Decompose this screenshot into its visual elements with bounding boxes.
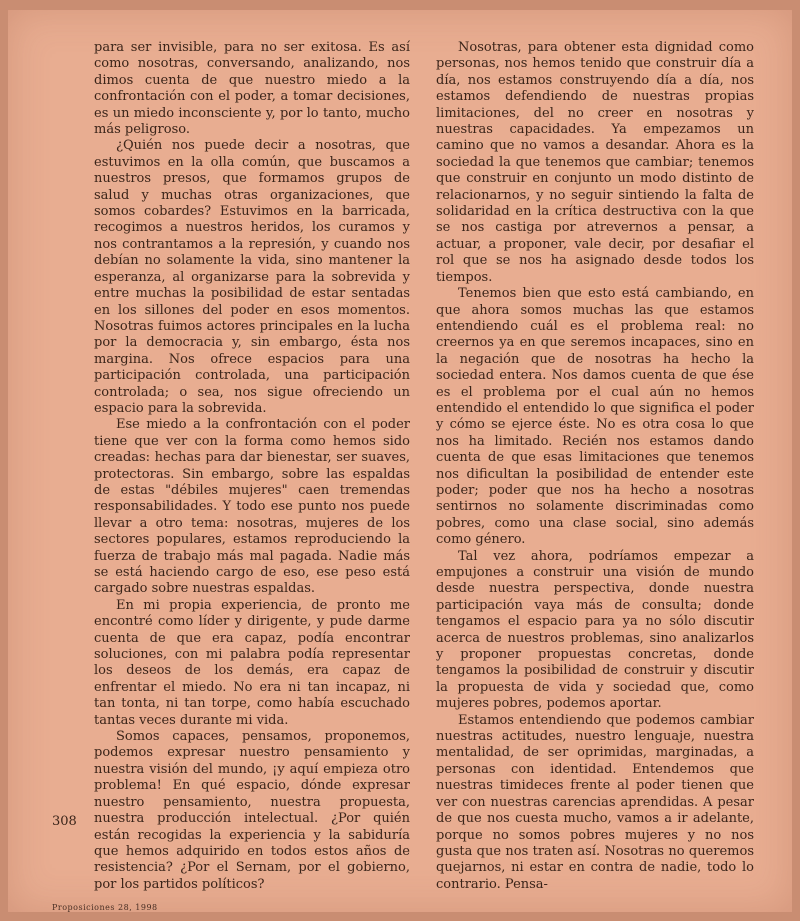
paragraph: Estamos entendiendo que podemos cambiar nuestras actitudes, nuestro lenguaje, nuestra mentalidad, de ser oprimidas, marginadas, a personas con identidad. Entendemos que nuestras timideces frente al poder tienen que ver con nuestras carencias aprendidas. A pesar de que nos cuesta mucho, vamos a ir adelante, porque no somos pobres mujeres y no nos gusta que nos traten así. Nosotras no queremos quejarnos, ni estar en contra de nadie, todo lo contrario. Pensa-	[436, 712, 754, 892]
page-number: 308	[52, 814, 77, 829]
paragraph: Somos capaces, pensamos, proponemos, podemos expresar nuestro pensamiento y nuestra visión del mundo, ¡y aquí empieza otro problema! En qué espacio, dónde expresar nuestro pensamiento, nuestra propuesta, nuestra producción intelectual. ¿Por quién están recogidas la experiencia y la sabiduría que hemos adquirido en todos estos años de resistencia? ¿Por el Sernam, por el gobierno, por los partidos políticos?	[94, 729, 410, 892]
document-page	[8, 10, 792, 912]
text-column-left	[94, 40, 410, 893]
paragraph: Tenemos bien que esto está cambiando, en que ahora somos muchas las que estamos entendiendo cuál es el problema real: no creernos ya en que seremos incapaces, sino en la negación que de nosotras ha hecho la sociedad entera. Nos damos cuenta de que ése es el problema por el cual aún no hemos entendido el entendido lo que significa el poder y cómo se ejerce éste. No es otra cosa lo que nos ha limitado. Recién nos estamos dando cuenta de que esas limitaciones que tenemos nos dificultan la posibilidad de entender este poder; poder que nos ha hecho a nosotras sentirnos no solamente discriminadas como pobres, como una clase social, sino además como género.	[436, 286, 754, 548]
paragraph: ¿Quién nos puede decir a nosotras, que estuvimos en la olla común, que buscamos a nuestros presos, que formamos grupos de salud y muchas otras organizaciones, que somos cobardes? Estuvimos en la barricada, recogimos a nuestros heridos, los curamos y nos contrantamos a la represión, y cuando nos debían no solamente la vida, sino mantener la esperanza, al organizarse para la sobrevida y entre muchas la posibilidad de estar sentadas en los sillones del poder en esos momentos. Nosotras fuimos actores principales en la lucha por la democracia y, sin embargo, ésta nos margina. Nos ofrece espacios para una participación controlada, una participación controlada; o sea, nos sigue ofreciendo un espacio para la sobrevida.	[94, 138, 410, 416]
text-column-right	[436, 40, 754, 893]
paragraph: Ese miedo a la confrontación con el poder tiene que ver con la forma como hemos sido creadas: hechas para dar bienestar, ser suaves, protectoras. Sin embargo, sobre las espaldas de estas "débiles mujeres" caen tremendas responsabilidades. Y todo ese punto nos puede llevar a otro tema: nosotras, mujeres de los sectores populares, estamos reproduciendo la fuerza de trabajo más mal pagada. Nadie más se está haciendo cargo de eso, ese peso está cargado sobre nuestras espaldas.	[94, 417, 410, 597]
paragraph: Nosotras, para obtener esta dignidad como personas, nos hemos tenido que construir día a día, nos estamos construyendo día a día, nos estamos defendiendo de nuestras propias limitaciones, del no creer en nosotras y nuestras capacidades. Ya empezamos un camino que no vamos a desandar. Ahora es la sociedad la que tenemos que cambiar; tenemos que construir en conjunto un modo distinto de relacionarnos, y no seguir sintiendo la falta de solidaridad en la crítica destructiva con la que se nos castiga por atrevernos a pensar, a actuar, a proponer, vale decir, por desafiar el rol que se nos ha asignado desde todos los tiempos.	[436, 40, 754, 285]
paragraph: En mi propia experiencia, de pronto me encontré como líder y dirigente, y pude darme cuenta de que era capaz, podía encontrar soluciones, con mi palabra podía representar los deseos de los demás, era capaz de enfrentar el miedo. No era ni tan incapaz, ni tan tonta, ni tan torpe, como había escuchado tantas veces durante mi vida.	[94, 597, 410, 728]
paragraph: para ser invisible, para no ser exitosa. Es así como nosotras, conversando, analizando, nos dimos cuenta de que nuestro miedo a la confrontación con el poder, a tomar decisiones, es un miedo inconsciente y, por lo tanto, mucho más peligroso.	[94, 40, 410, 138]
paragraph: Tal vez ahora, podríamos empezar a empujones a construir una visión de mundo desde nuestra perspectiva, donde nuestra participación vaya más de consulta; donde tengamos el espacio para ya no sólo discutir acerca de nuestros problemas, sino analizarlos y proponer propuestas concretas, donde tengamos la posibilidad de construir y discutir la propuesta de vida y sociedad que, como mujeres pobres, podemos aportar.	[436, 548, 754, 712]
journal-footer: Proposiciones 28, 1998	[52, 903, 158, 912]
